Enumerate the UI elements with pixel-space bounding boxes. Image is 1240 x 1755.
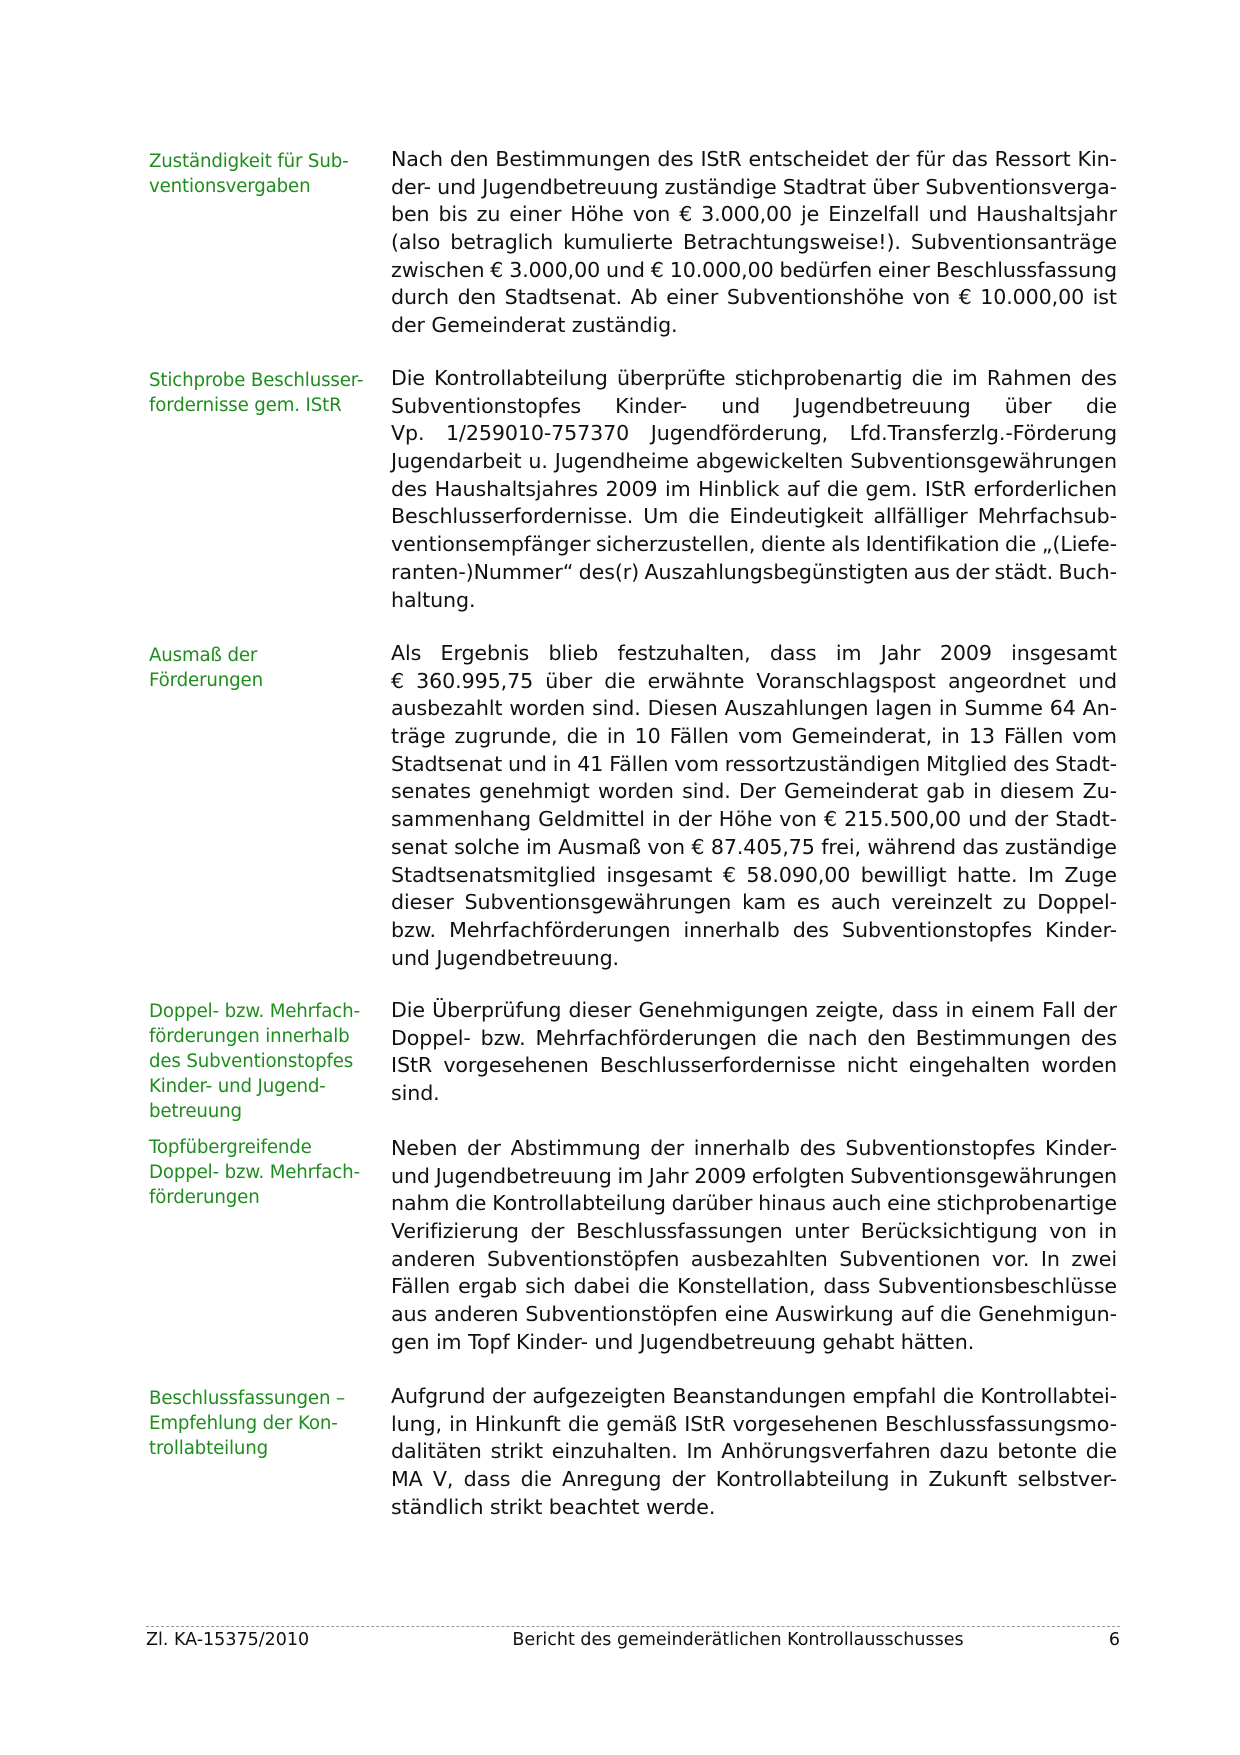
paragraph: Nach den Bestimmungen des IStR entscheidet der für das Ressort Kin- der- und Jugendbetreuung zuständige Stadtrat über Subventionsverga- ben bis zu einer Höhe von € 3.000,00 je Einzelfall und Haushaltsjahr (also betraglich kumulierte Betrachtungsweise!). Subventionsanträge zwischen € 3.000,00 und € 10.000,00 bedürfen einer Beschlussfassung durch den Stadtsenat. Ab einer Subventionshöhe von € 10.000,00 ist der Gemeinderat zuständig. <box>391 147 1117 338</box>
margin-heading: Zuständigkeit für Sub- ventionsvergaben <box>149 151 349 197</box>
margin-heading: Doppel- bzw. Mehrfach- förderungen innerhalb des Subventionstopfes Kinder- und Jugend- betreuung <box>149 1001 360 1122</box>
margin-heading: Beschlussfassungen – Empfehlung der Kon- trollabteilung <box>149 1388 345 1459</box>
report-title: Bericht des gemeinderätlichen Kontrollausschusses <box>512 1630 964 1650</box>
page-footer <box>146 1626 1120 1651</box>
margin-heading: Topfübergreifende Doppel- bzw. Mehrfach- förderungen <box>149 1137 360 1208</box>
paragraph: Aufgrund der aufgezeigten Beanstandungen empfahl die Kontrollabtei- lung, in Hinkunft die gemäß IStR vorgesehenen Beschlussfassungsmo- dalitäten strikt einzuhalten. Im Anhörungsverfahren dazu betonte die MA V, dass die Anregung der Kontrollabteilung in Zukunft selbstver- ständlich strikt beachtet werde. <box>391 1384 1117 1519</box>
page-number: 6 <box>1108 1630 1120 1650</box>
paragraph: Die Kontrollabteilung überprüfte stichprobenartig die im Rahmen des Subventionstopfes Kinder- und Jugendbetreuung über die Vp. 1/259010-757370 Jugendförderung, Lfd.Transferzlg.-Förderung Jugendarbeit u. Jugendheime abgewickelten Subventionsgewährungen des Haushaltsjahres 2009 im Hinblick auf die gem. IStR erforderlichen Beschlusserfordernisse. Um die Eindeutigkeit allfälliger Mehrfachsub- ventionsempfänger sicherzustellen, diente als Identifikation die „(Liefe- ranten-)Nummer“ des(r) Auszahlungsbegünstigten aus der städt. Buch- haltung. <box>391 366 1117 612</box>
margin-heading: Ausmaß der Förderungen <box>149 645 263 691</box>
document-reference: Zl. KA-15375/2010 <box>146 1630 310 1650</box>
paragraph: Als Ergebnis blieb festzuhalten, dass im Jahr 2009 insgesamt € 360.995,75 über die erwähnte Voranschlagspost angeordnet und ausbezahlt worden sind. Diesen Auszahlungen lagen in Summe 64 An- träge zugrunde, die in 10 Fällen vom Gemeinderat, in 13 Fällen vom Stadtsenat und in 41 Fällen vom ressortzuständigen Mitglied des Stadt- senates genehmigt worden sind. Der Gemeinderat gab in diesem Zu- sammenhang Geldmittel in der Höhe von € 215.500,00 und der Stadt- senat solche im Ausmaß von € 87.405,75 frei, während das zuständige Stadtsenatsmitglied insgesamt € 58.090,00 bewilligt hatte. Im Zuge dieser Subventionsgewährungen kam es auch vereinzelt zu Doppel- bzw. Mehrfachförderungen innerhalb des Subventionstopfes Kinder- und Jugendbetreuung. <box>391 641 1117 970</box>
margin-heading: Stichprobe Beschlusser- fordernisse gem. IStR <box>149 370 364 416</box>
paragraph: Die Überprüfung dieser Genehmigungen zeigte, dass in einem Fall der Doppel- bzw. Mehrfachförderungen die nach den Bestimmungen des IStR vorgesehenen Beschlusserfordernisse nicht eingehalten worden sind. <box>391 998 1117 1106</box>
paragraph: Neben der Abstimmung der innerhalb des Subventionstopfes Kinder- und Jugendbetreuung im Jahr 2009 erfolgten Subventionsgewährungen nahm die Kontrollabteilung darüber hinaus auch eine stichprobenartige Verifizierung der Beschlussfassungen unter Berücksichtigung von in anderen Subventionstöpfen ausbezahlten Subventionen vor. In zwei Fällen ergab sich dabei die Konstellation, dass Subventionsbeschlüsse aus anderen Subventionstöpfen eine Auswirkung auf die Genehmigun- gen im Topf Kinder- und Jugendbetreuung gehabt hätten. <box>391 1136 1117 1354</box>
